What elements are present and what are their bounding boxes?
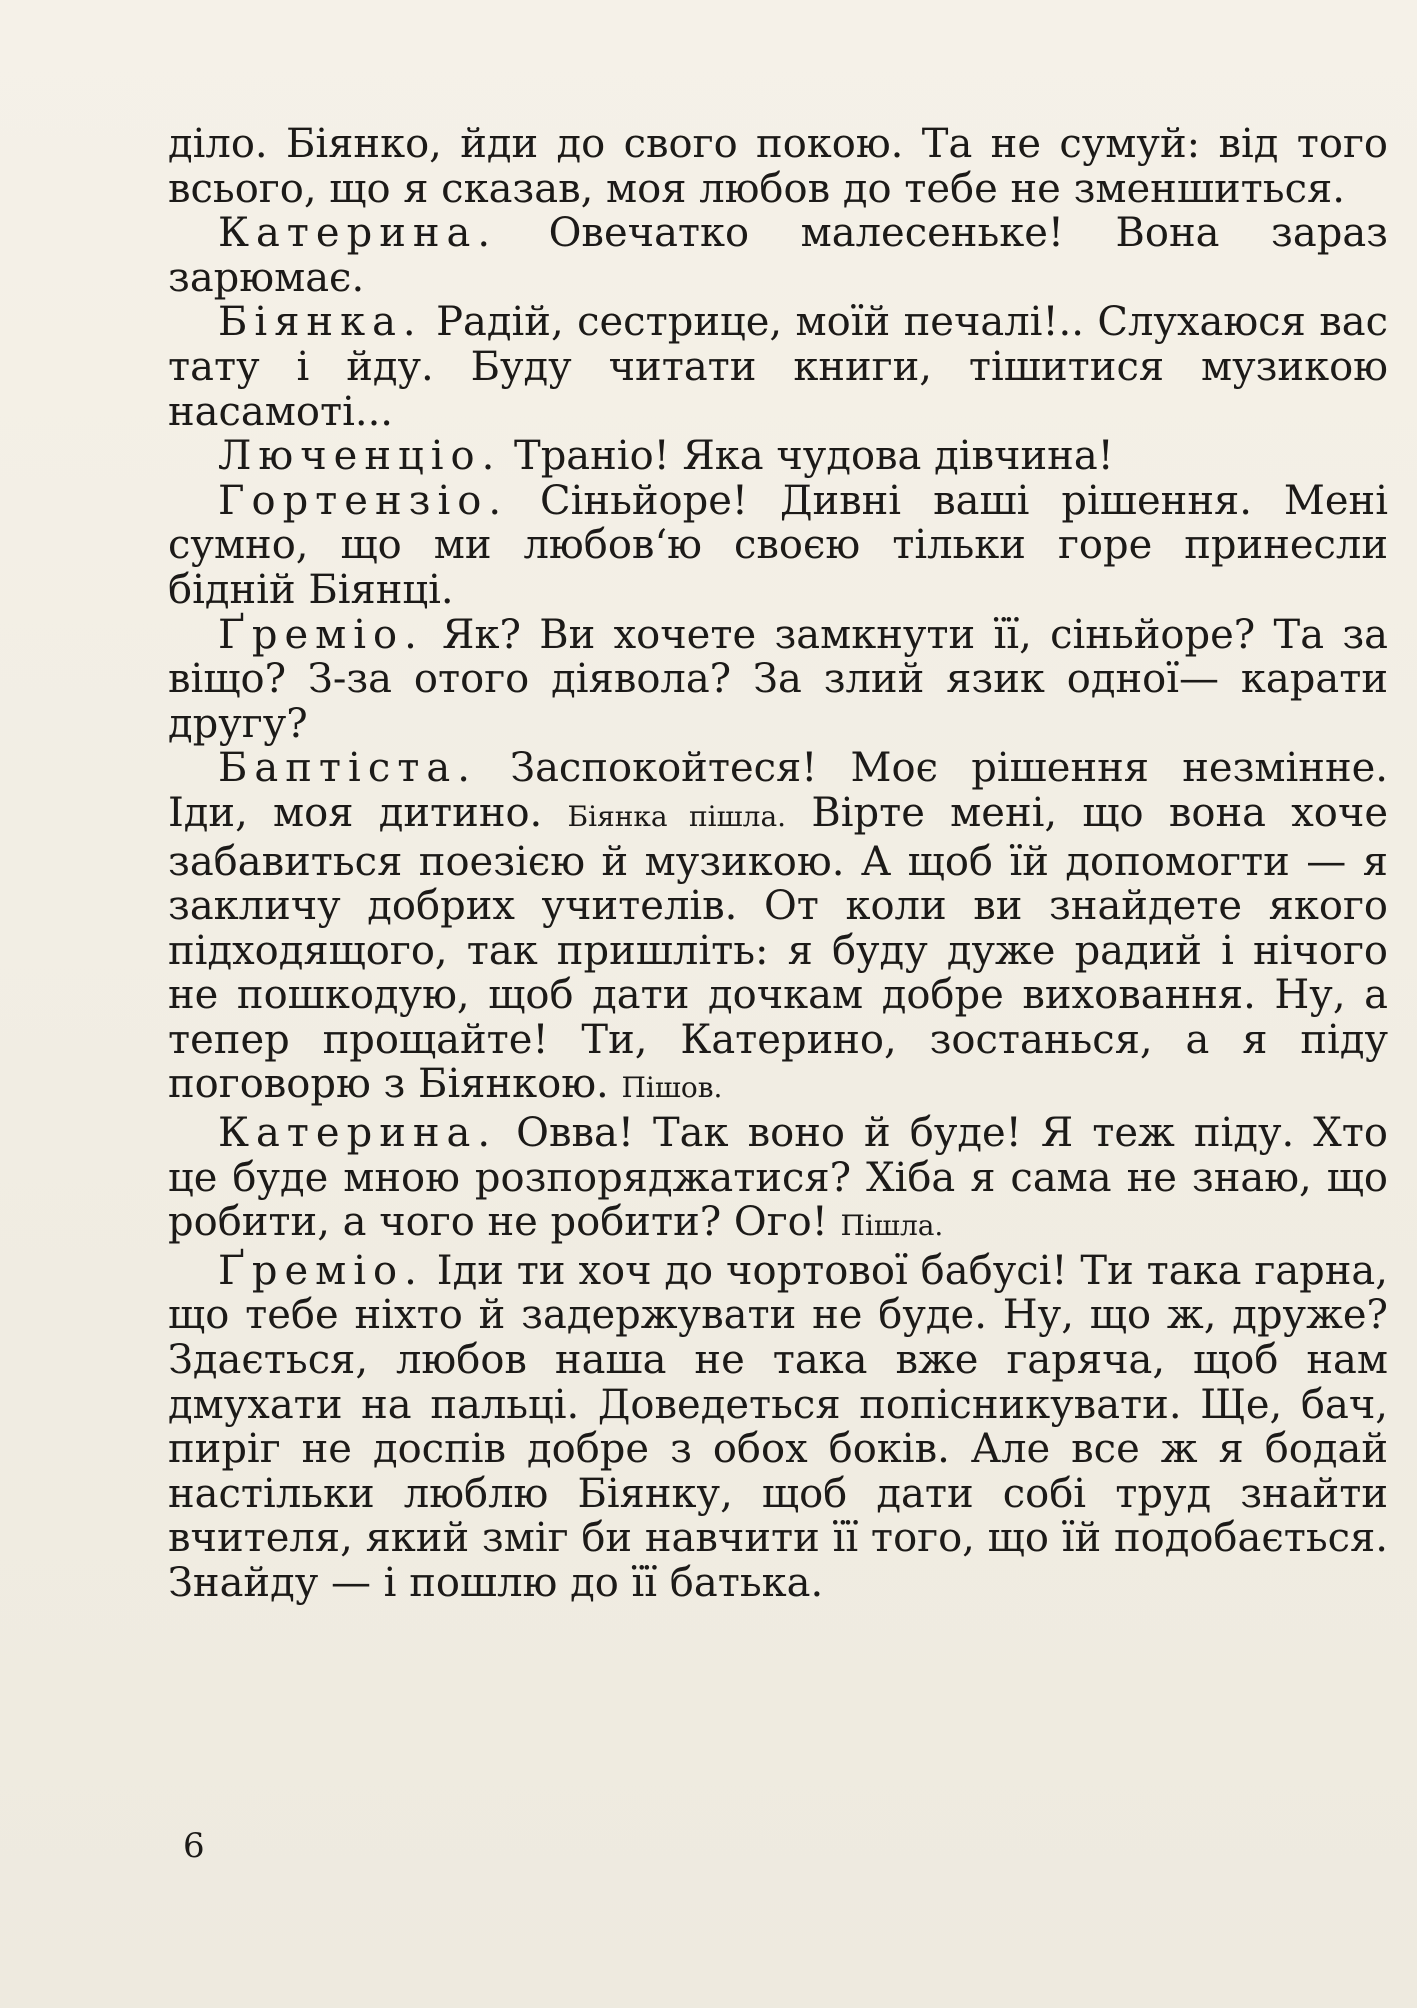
paragraph: [168, 746, 1388, 1111]
paragraph: [168, 479, 1388, 613]
dialogue-text: Овечатко малесеньке! Вона зараз зарюмає.: [168, 210, 1388, 301]
speaker-name: Катерина.: [218, 210, 498, 257]
stage-direction: Пішла.: [840, 1209, 944, 1243]
play-text: [168, 122, 1388, 1606]
speaker-name: Ґреміо.: [218, 611, 424, 658]
dialogue-text: діло. Біянко, йди до свого покою. Та не сумуй: від того всього, що я сказав, моя любов до тебе не зменшиться.: [168, 121, 1388, 212]
speaker-name: Ґреміо.: [218, 1247, 424, 1294]
dialogue-text: Як? Ви хочете замкнути її, сіньйоре? Та за віщо? З-за отого діявола? За злий язик одної— карати другу?: [168, 611, 1389, 747]
page-number: 6: [183, 1826, 205, 1866]
paragraph: [168, 613, 1388, 747]
dialogue-text: Овва! Так воно й буде! Я теж піду. Хто це буде мною розпоряджатися? Хіба я сама не знаю, що робити, а чого не робити? Ого!: [168, 1110, 1388, 1246]
paragraph: [168, 211, 1388, 300]
dialogue-text: Радій, сестрице, моїй печалі!.. Слухаюся вас тату і йду. Буду читати книги, тішитися музикою насамоті...: [168, 299, 1389, 435]
dialogue-text: Траніо! Яка чудова дівчина!: [514, 433, 1114, 480]
paragraph: [168, 1111, 1388, 1249]
dialogue-text: Вірте мені, що вона хоче забавиться поезією й музикою. А щоб їй допомогти — я закличу добрих учителів. От коли ви знайдете якого підходящого, так пришліть: я буду дуже радий і нічого не пошкодую, щоб дати дочкам добре виховання. Ну, а тепер прощайте! Ти, Катерино, зостанься, а я піду поговорю з Біянкою.: [168, 789, 1389, 1108]
speaker-name: Біянка.: [218, 299, 423, 346]
speaker-name: Баптіста.: [218, 745, 477, 792]
dialogue-text: Заспокойтеся! Моє рішення незмінне. Іди, моя дитино.: [168, 745, 1389, 836]
dialogue-text: Іди ти хоч до чортової бабусі! Ти така гарна, що тебе ніхто й задержувати не буде. Ну, що ж, друже? Здається, любов наша не така вже гаряча, щоб нам дмухати на пальці. Доведеться попісникувати. Ще, бач, пиріг не доспів добре з обох боків. Але все ж я бодай настільки люблю Біянку, щоб дати собі труд знайти вчителя, який зміг би навчити її того, що їй подобається. Знайду — і пошлю до її батька.: [168, 1247, 1388, 1606]
stage-direction: Біянка пішла.: [567, 799, 787, 833]
speaker-name: Гортензіо.: [218, 477, 509, 524]
stage-direction: Пішов.: [621, 1071, 723, 1105]
paragraph: [168, 300, 1388, 434]
paragraph: [168, 122, 1388, 211]
paragraph: [168, 1249, 1388, 1606]
speaker-name: Люченціо.: [218, 433, 502, 480]
speaker-name: Катерина.: [218, 1110, 498, 1157]
dialogue-text: Сіньйоре! Дивні ваші рішення. Мені сумно, що ми любов‘ю своєю тільки горе принесли бідній Біянці.: [168, 477, 1388, 613]
paragraph: [168, 434, 1388, 479]
